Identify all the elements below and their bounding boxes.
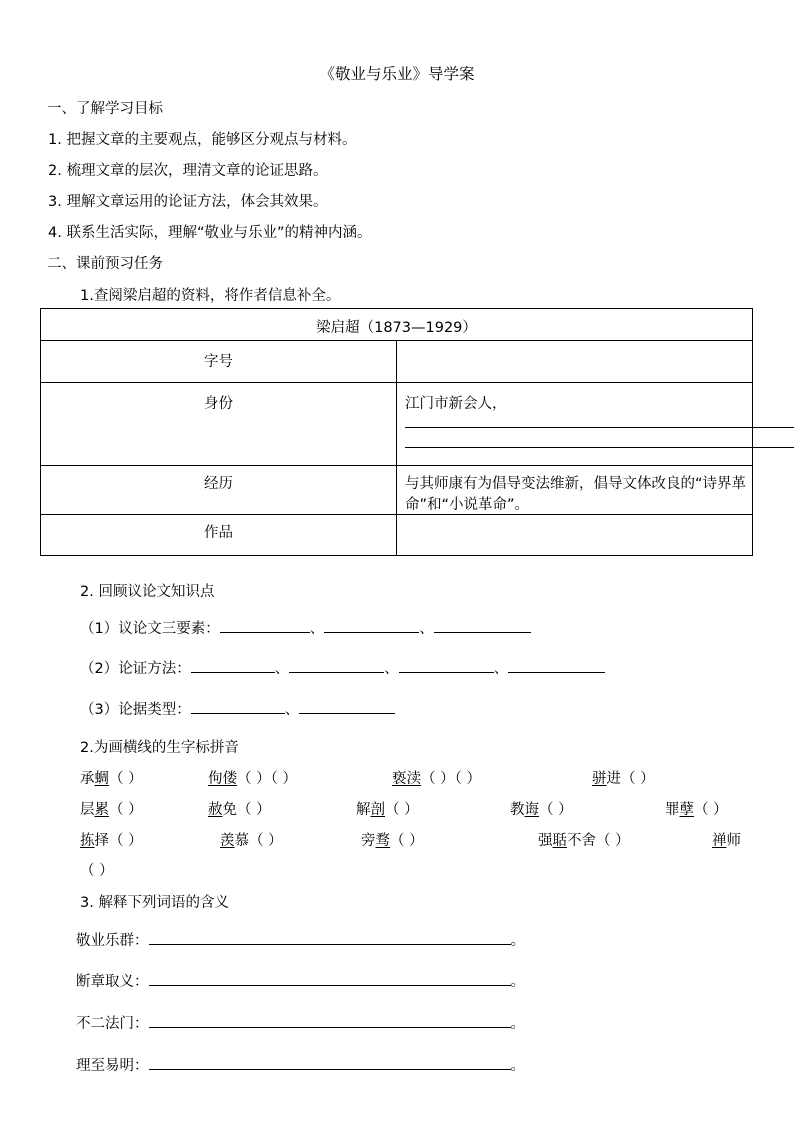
evidence-types-question (80, 698, 395, 719)
table-row (41, 466, 753, 515)
pinyin-item (80, 829, 143, 850)
experience-cell: 与其师康有为倡导变法维新，倡导文体改良的“诗界革命”和“小说革命”。 (397, 466, 753, 515)
task-author-info: 1.查阅梁启超的资料，将作者信息补全。 (80, 288, 341, 304)
pinyin-blank[interactable]: （ ） (237, 802, 271, 818)
task-pinyin: 2.为画横线的生字标拼音 (80, 740, 239, 756)
page-title: 《敬业与乐业》导学案 (319, 65, 475, 83)
table-header-text: 梁启超（1873—1929） (316, 320, 477, 336)
row-label: 经历 (41, 466, 397, 515)
pinyin-item (592, 767, 655, 788)
pinyin-blank[interactable]: （ ） (539, 802, 573, 818)
pinyin-item (510, 798, 573, 819)
word-part: 旁 (361, 833, 376, 849)
underlined-char: 赦 (208, 802, 223, 818)
underlined-char: 聒 (552, 833, 567, 849)
table-row (41, 383, 753, 466)
pinyin-item (220, 829, 283, 850)
goal-item: 4. 联系生活实际，理解“敬业与乐业”的精神内涵。 (48, 225, 372, 241)
pinyin-item (80, 798, 143, 819)
answer-blank[interactable] (324, 618, 419, 633)
task-vocabulary: 3. 解释下列词语的含义 (80, 895, 229, 911)
pinyin-blank[interactable]: （ ） (385, 802, 419, 818)
separator: 、 (419, 621, 434, 637)
word-part: 择 (94, 833, 109, 849)
pinyin-blank[interactable]: （ ） (109, 833, 143, 849)
word-part: 慕 (234, 833, 249, 849)
pinyin-blank[interactable]: （ ） (390, 833, 424, 849)
vocab-item (76, 1012, 525, 1033)
answer-blank[interactable] (289, 658, 384, 673)
answer-blank[interactable] (191, 658, 275, 673)
pinyin-blank[interactable]: （ ） (596, 833, 630, 849)
separator: 、 (309, 621, 325, 637)
word-part: 进 (606, 771, 621, 787)
table-row (41, 341, 753, 383)
identity-blank-2[interactable] (405, 447, 794, 448)
vocab-term: 不二法门： (76, 1016, 149, 1032)
pinyin-blank[interactable]: （ ） (694, 802, 728, 818)
pinyin-item (361, 829, 424, 850)
word-part: 教 (510, 802, 525, 818)
underlined-char: 骛 (375, 833, 390, 849)
table-row (41, 515, 753, 556)
pinyin-item (712, 829, 741, 850)
underlined-char: 拣 (80, 833, 95, 849)
pinyin-blank[interactable]: （ ） (80, 863, 114, 879)
word-part: 解 (356, 802, 371, 818)
pinyin-blank[interactable]: （ ） (421, 771, 455, 787)
separator: 、 (274, 661, 290, 677)
word-part: 免 (222, 802, 237, 818)
underlined-char: 诲 (524, 802, 539, 818)
section-heading-goals: 一、了解学习目标 (47, 101, 163, 117)
underlined-char: 蜩 (94, 771, 109, 787)
answer-blank[interactable] (399, 658, 494, 673)
separator: 、 (384, 661, 399, 677)
row-label: 字号 (41, 341, 397, 383)
zihao-answer-cell[interactable] (397, 341, 753, 383)
pinyin-item (665, 798, 728, 819)
answer-blank[interactable] (191, 699, 285, 714)
period: 。 (510, 1016, 525, 1032)
underlined-char: 剖 (370, 802, 385, 818)
word-part: 师 (726, 833, 741, 849)
question-label: （3）论据类型： (80, 702, 191, 718)
goal-item: 1. 把握文章的主要观点，能够区分观点与材料。 (48, 132, 357, 148)
identity-prefix: 江门市新会人， (405, 396, 507, 412)
word-part: 罪 (665, 802, 680, 818)
vocab-term: 理至易明： (76, 1058, 149, 1074)
word-part: 承 (80, 771, 95, 787)
pinyin-blank[interactable]: （ ） (454, 771, 481, 787)
underlined-char: 孽 (679, 802, 694, 818)
identity-blank-1[interactable] (405, 413, 794, 428)
period: 。 (510, 1058, 525, 1074)
underlined-char: 禅 (712, 833, 727, 849)
period: 。 (510, 933, 525, 949)
answer-blank[interactable] (299, 699, 395, 714)
pinyin-blank[interactable]: （ ） (621, 771, 655, 787)
author-info-table (40, 308, 753, 556)
pinyin-item (392, 767, 481, 788)
word-part: 不舍 (567, 833, 596, 849)
pinyin-item (208, 767, 297, 788)
task-essay-review: 2. 回顾议论文知识点 (80, 584, 215, 600)
pinyin-item (356, 798, 419, 819)
row-label: 身份 (41, 383, 397, 466)
separator: 、 (284, 702, 300, 718)
pinyin-blank[interactable]: （ ） (237, 771, 271, 787)
answer-blank[interactable] (434, 618, 531, 633)
pinyin-item (208, 798, 271, 819)
answer-blank[interactable] (508, 658, 605, 673)
underlined-char: 累 (94, 802, 109, 818)
word-part: 强 (538, 833, 553, 849)
definition-blank[interactable] (149, 930, 511, 945)
identity-answer-cell[interactable] (397, 383, 753, 466)
vocab-term: 断章取义： (76, 974, 149, 990)
answer-blank[interactable] (220, 618, 310, 633)
pinyin-blank[interactable]: （ ） (109, 802, 143, 818)
pinyin-blank[interactable]: （ ） (270, 771, 297, 787)
table-header (41, 309, 753, 341)
definition-blank[interactable] (149, 1013, 511, 1028)
essay-elements-question (80, 617, 531, 638)
period: 。 (510, 974, 525, 990)
vocab-item (76, 1054, 525, 1075)
pinyin-item (80, 767, 143, 788)
goal-item: 2. 梳理文章的层次，理清文章的论证思路。 (48, 163, 328, 179)
section-heading-preview: 二、课前预习任务 (47, 256, 163, 272)
vocab-term: 敬业乐群： (76, 933, 149, 949)
definition-blank[interactable] (149, 971, 511, 986)
underlined-char: 佝偻 (208, 771, 237, 787)
vocab-item (76, 970, 525, 991)
pinyin-blank[interactable]: （ ） (249, 833, 283, 849)
underlined-char: 亵渎 (392, 771, 421, 787)
word-part: 层 (80, 802, 95, 818)
row-label: 作品 (41, 515, 397, 556)
underlined-char: 羡 (220, 833, 235, 849)
separator: 、 (493, 661, 509, 677)
works-answer-cell[interactable] (397, 515, 753, 556)
pinyin-blank[interactable]: （ ） (109, 771, 143, 787)
pinyin-item (538, 829, 630, 850)
definition-blank[interactable] (149, 1055, 511, 1070)
vocab-item (76, 929, 525, 950)
argument-methods-question (80, 657, 605, 678)
underlined-char: 骈 (592, 771, 607, 787)
goal-item: 3. 理解文章运用的论证方法，体会其效果。 (48, 194, 328, 210)
question-label: （1）议论文三要素： (80, 621, 220, 637)
question-label: （2）论证方法： (80, 661, 191, 677)
